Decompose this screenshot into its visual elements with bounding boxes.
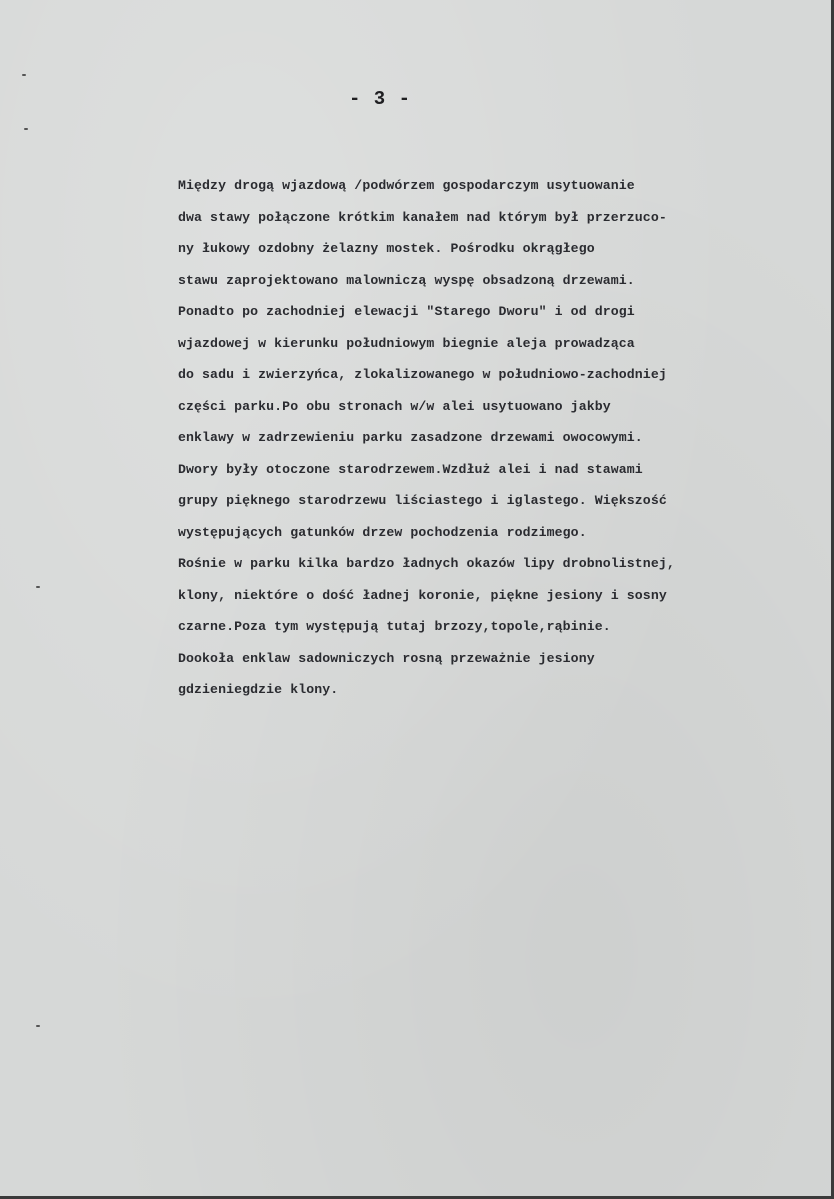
- text-line: dwa stawy połączone krótkim kanałem nad którym był przerzuco-: [178, 209, 667, 225]
- text-line: stawu zaprojektowano malowniczą wyspę obsadzoną drzewami.: [178, 272, 635, 288]
- text-line: grupy pięknego starodrzewu liściastego i iglastego. Większość: [178, 493, 667, 508]
- text-line: ny łukowy ozdobny żelazny mostek. Pośrodku okrągłego: [178, 241, 595, 256]
- text-line: Rośnie w parku kilka bardzo ładnych okazów lipy drobnolistnej,: [178, 556, 675, 571]
- text-line: części parku.Po obu stronach w/w alei usytuowano jakby: [178, 398, 611, 414]
- scan-speck: [36, 1025, 40, 1027]
- scan-speck: [24, 128, 28, 130]
- text-line: Dwory były otoczone starodrzewem.Wzdłuż alei i nad stawami: [178, 461, 643, 477]
- text-line: do sadu i zwierzyńca, zlokalizowanego w południowo-zachodniej: [178, 367, 667, 382]
- page-number: - 3 -: [348, 88, 411, 110]
- text-line: gdzieniegdzie klony.: [178, 682, 339, 697]
- text-line: Ponadto po zachodniej elewacji "Starego Dworu" i od drogi: [178, 304, 635, 319]
- scan-speck: [36, 586, 40, 588]
- text-line: występujących gatunków drzew pochodzenia rodzimego.: [178, 524, 587, 540]
- text-line: enklawy w zadrzewieniu parku zasadzone drzewami owocowymi.: [178, 430, 643, 445]
- text-line: klony, niektóre o dość ładnej koronie, piękne jesiony i sosny: [178, 587, 667, 603]
- text-line: Dookoła enklaw sadowniczych rosną przeważnie jesiony: [178, 650, 595, 666]
- text-line: wjazdowej w kierunku południowym biegnie aleja prowadząca: [178, 335, 635, 351]
- text-line: Między drogą wjazdową /podwórzem gospodarczym usytuowanie: [178, 178, 635, 193]
- text-line: czarne.Poza tym występują tutaj brzozy,topole,rąbinie.: [178, 619, 611, 634]
- scan-speck: [22, 74, 26, 76]
- typewritten-text-block: [178, 170, 818, 706]
